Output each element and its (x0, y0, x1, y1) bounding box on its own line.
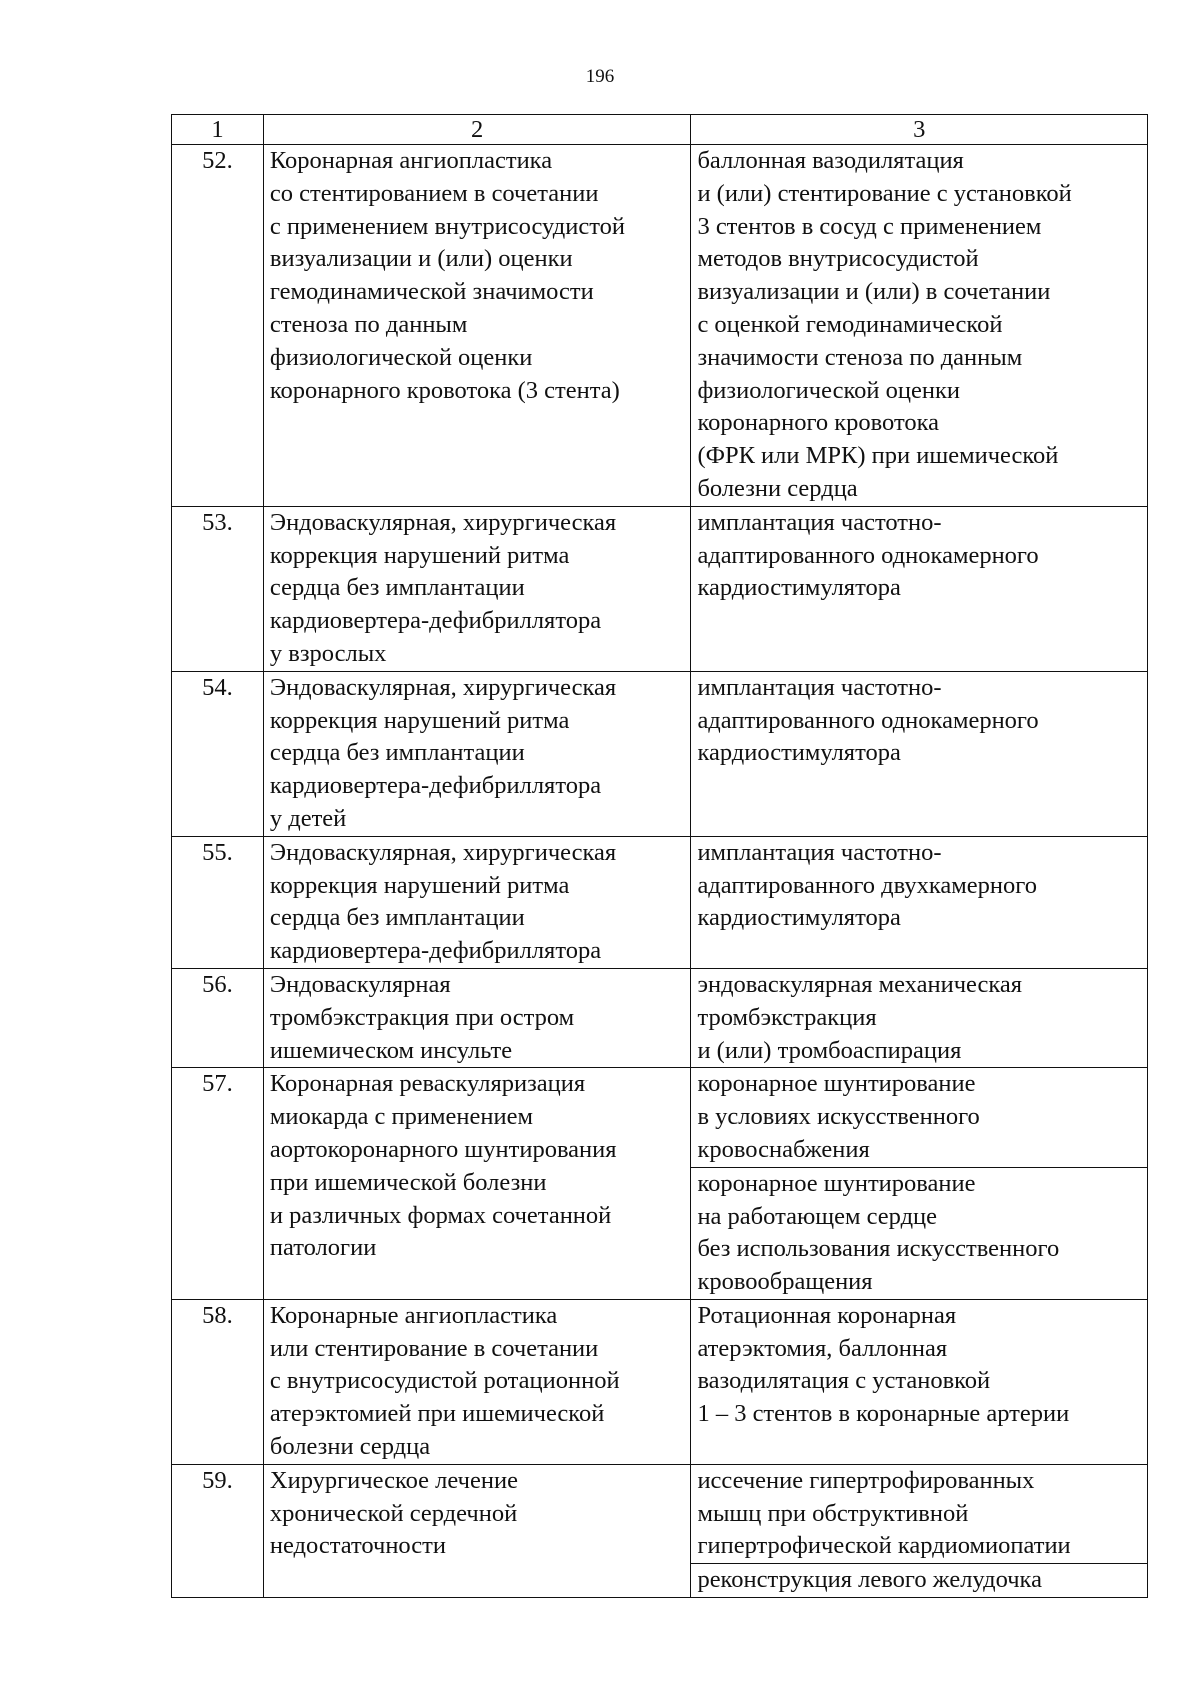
procedure-method: эндоваскулярная механическая тромбэкстракция и (или) тромбоаспирация (691, 968, 1148, 1067)
row-number: 54. (172, 671, 264, 836)
table-row (172, 1299, 1148, 1464)
header-cell: 3 (691, 115, 1148, 145)
row-number: 53. (172, 506, 264, 671)
procedures-table (171, 114, 1148, 1598)
row-number: 58. (172, 1299, 264, 1464)
procedure-method: Ротационная коронарная атерэктомия, баллонная вазодилятация с установкой 1 – 3 стентов в коронарные артерии (691, 1299, 1148, 1464)
row-number: 59. (172, 1464, 264, 1597)
header-cell: 2 (263, 115, 691, 145)
procedure-method: иссечение гипертрофированных мышц при обструктивной гипертрофической кардиомиопатии (691, 1464, 1148, 1563)
row-number: 52. (172, 145, 264, 507)
page-number: 196 (585, 66, 615, 87)
table-row (172, 968, 1148, 1067)
procedure-name: Коронарная ангиопластика со стентированием в сочетании с применением внутрисосудистой визуализации и (или) оценки гемодинамической значимости стеноза по данным физиологической оценки коронарного кровотока (3 стента) (263, 145, 691, 507)
procedure-method: имплантация частотно- адаптированного однокамерного кардиостимулятора (691, 506, 1148, 671)
table-row (172, 1464, 1148, 1563)
procedure-method: коронарное шунтирование на работающем сердце без использования искусственного кровообращения (691, 1167, 1148, 1299)
procedure-method: имплантация частотно- адаптированного однокамерного кардиостимулятора (691, 671, 1148, 836)
procedure-name: Коронарные ангиопластика или стентирование в сочетании с внутрисосудистой ротационной атерэктомией при ишемической болезни сердца (263, 1299, 691, 1464)
table-row (172, 506, 1148, 671)
procedure-name: Коронарная реваскуляризация миокарда с применением аортокоронарного шунтирования при ишемической болезни и различных формах сочетанной патологии (263, 1068, 691, 1300)
row-number: 56. (172, 968, 264, 1067)
procedure-name: Эндоваскулярная тромбэкстракция при остром ишемическом инсульте (263, 968, 691, 1067)
row-number: 55. (172, 836, 264, 968)
procedure-method: имплантация частотно- адаптированного двухкамерного кардиостимулятора (691, 836, 1148, 968)
procedure-method: реконструкция левого желудочка (691, 1564, 1148, 1598)
procedure-name: Эндоваскулярная, хирургическая коррекция нарушений ритма сердца без имплантации кардиовертера-дефибриллятора у детей (263, 671, 691, 836)
procedure-method: коронарное шунтирование в условиях искусственного кровоснабжения (691, 1068, 1148, 1167)
procedure-name: Хирургическое лечение хронической сердечной недостаточности (263, 1464, 691, 1597)
row-number: 57. (172, 1068, 264, 1300)
table-header-row (172, 115, 1148, 145)
table-row (172, 836, 1148, 968)
table-row (172, 145, 1148, 507)
procedure-method: баллонная вазодилятация и (или) стентирование с установкой 3 стентов в сосуд с применением методов внутрисосудистой визуализации и (или) в сочетании с оценкой гемодинамической значимости стеноза по данным физиологической оценки коронарного кровотока (ФРК или МРК) при ишемической болезни сердца (691, 145, 1148, 507)
table-row (172, 1068, 1148, 1167)
procedure-name: Эндоваскулярная, хирургическая коррекция нарушений ритма сердца без имплантации кардиовертера-дефибриллятора (263, 836, 691, 968)
header-cell: 1 (172, 115, 264, 145)
procedure-name: Эндоваскулярная, хирургическая коррекция нарушений ритма сердца без имплантации кардиовертера-дефибриллятора у взрослых (263, 506, 691, 671)
table-row (172, 671, 1148, 836)
